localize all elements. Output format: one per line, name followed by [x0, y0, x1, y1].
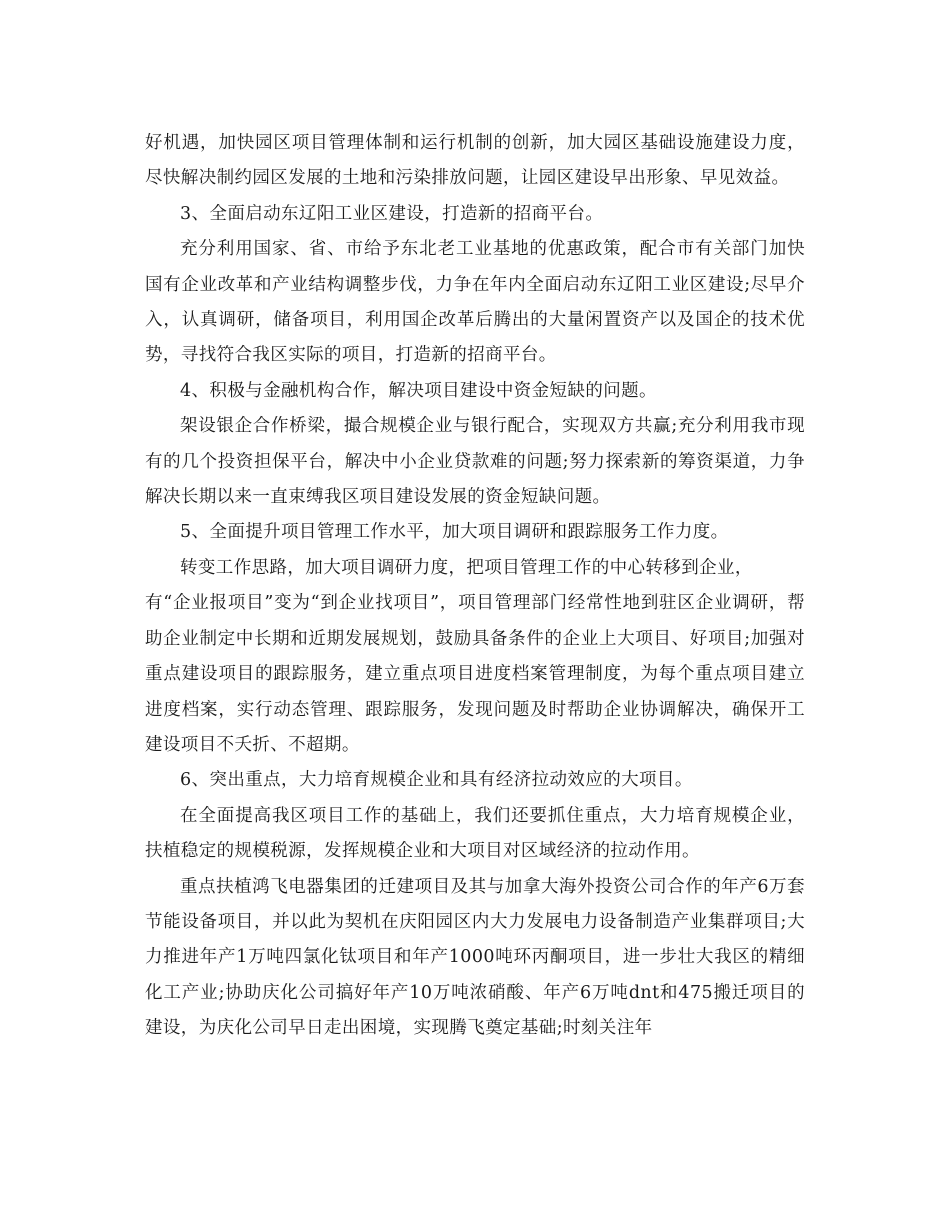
paragraph-5: 有“企业报项目”变为“到企业找项目”，项目管理部门经常性地到驻区企业调研，帮助企业制定中长期和近期发展规划，鼓励具备条件的企业上大项目、好项目;加强对重点建设项目的跟踪服务，建立重点项目进度档案管理制度，为每个重点项目建立进度档案，实行动态管理、跟踪服务，发现问题及时帮助企业协调解决，确保开工建设项目不夭折、不超期。	[145, 593, 805, 755]
paragraph-2: 充分利用国家、省、市给予东北老工业基地的优惠政策，配合市有关部门加快国有企业改革和产业结构调整步伐，力争在年内全面启动东辽阳工业区建设;尽早介入，认真调研，储备项目，利用国企改革后腾出的大量闲置资产以及国企的技术优势，寻找符合我区实际的项目，打造新的招商平台。	[145, 239, 805, 366]
paragraph-heading-6: 6、突出重点，大力培育规模企业和具有经济拉动效应的大项目。	[180, 770, 693, 791]
paragraph-4: 转变工作思路，加大项目调研力度，把项目管理工作的中心转移到企业，	[180, 557, 753, 578]
paragraph-heading-4: 4、积极与金融机构合作，解决项目建设中资金短缺的问题。	[180, 380, 657, 401]
document-body	[145, 126, 805, 1047]
paragraph-6: 在全面提高我区项目工作的基础上，我们还要抓住重点，大力培育规模企业，扶植稳定的规模税源，发挥规模企业和大项目对区域经济的拉动作用。	[145, 805, 805, 862]
paragraph-heading-5: 5、全面提升项目管理工作水平，加大项目调研和跟踪服务工作力度。	[180, 522, 729, 543]
paragraph-heading-3: 3、全面启动东辽阳工业区建设，打造新的招商平台。	[180, 203, 604, 224]
paragraph-7: 重点扶植鸿飞电器集团的迁建项目及其与加拿大海外投资公司合作的年产6万套节能设备项目，并以此为契机在庆阳园区内大力发展电力设备制造产业集群项目;大力推进年产1万吨四氯化钛项目和年产1000吨环丙酮项目，进一步壮大我区的精细化工产业;协助庆化公司搞好年产10万吨浓硝酸、年产6万吨dnt和475搬迁项目的建设，为庆化公司早日走出困境，实现腾飞奠定基础;时刻关注年	[145, 876, 805, 1039]
paragraph-1: 好机遇，加快园区项目管理体制和运行机制的创新，加大园区基础设施建设力度，尽快解决制约园区发展的土地和污染排放问题，让园区建设早出形象、早见效益。	[145, 133, 805, 189]
paragraph-3: 架设银企合作桥梁，撮合规模企业与银行配合，实现双方共赢;充分利用我市现有的几个投资担保平台，解决中小企业贷款难的问题;努力探索新的筹资渠道，力争解决长期以来一直束缚我区项目建设发展的资金短缺问题。	[145, 416, 805, 508]
